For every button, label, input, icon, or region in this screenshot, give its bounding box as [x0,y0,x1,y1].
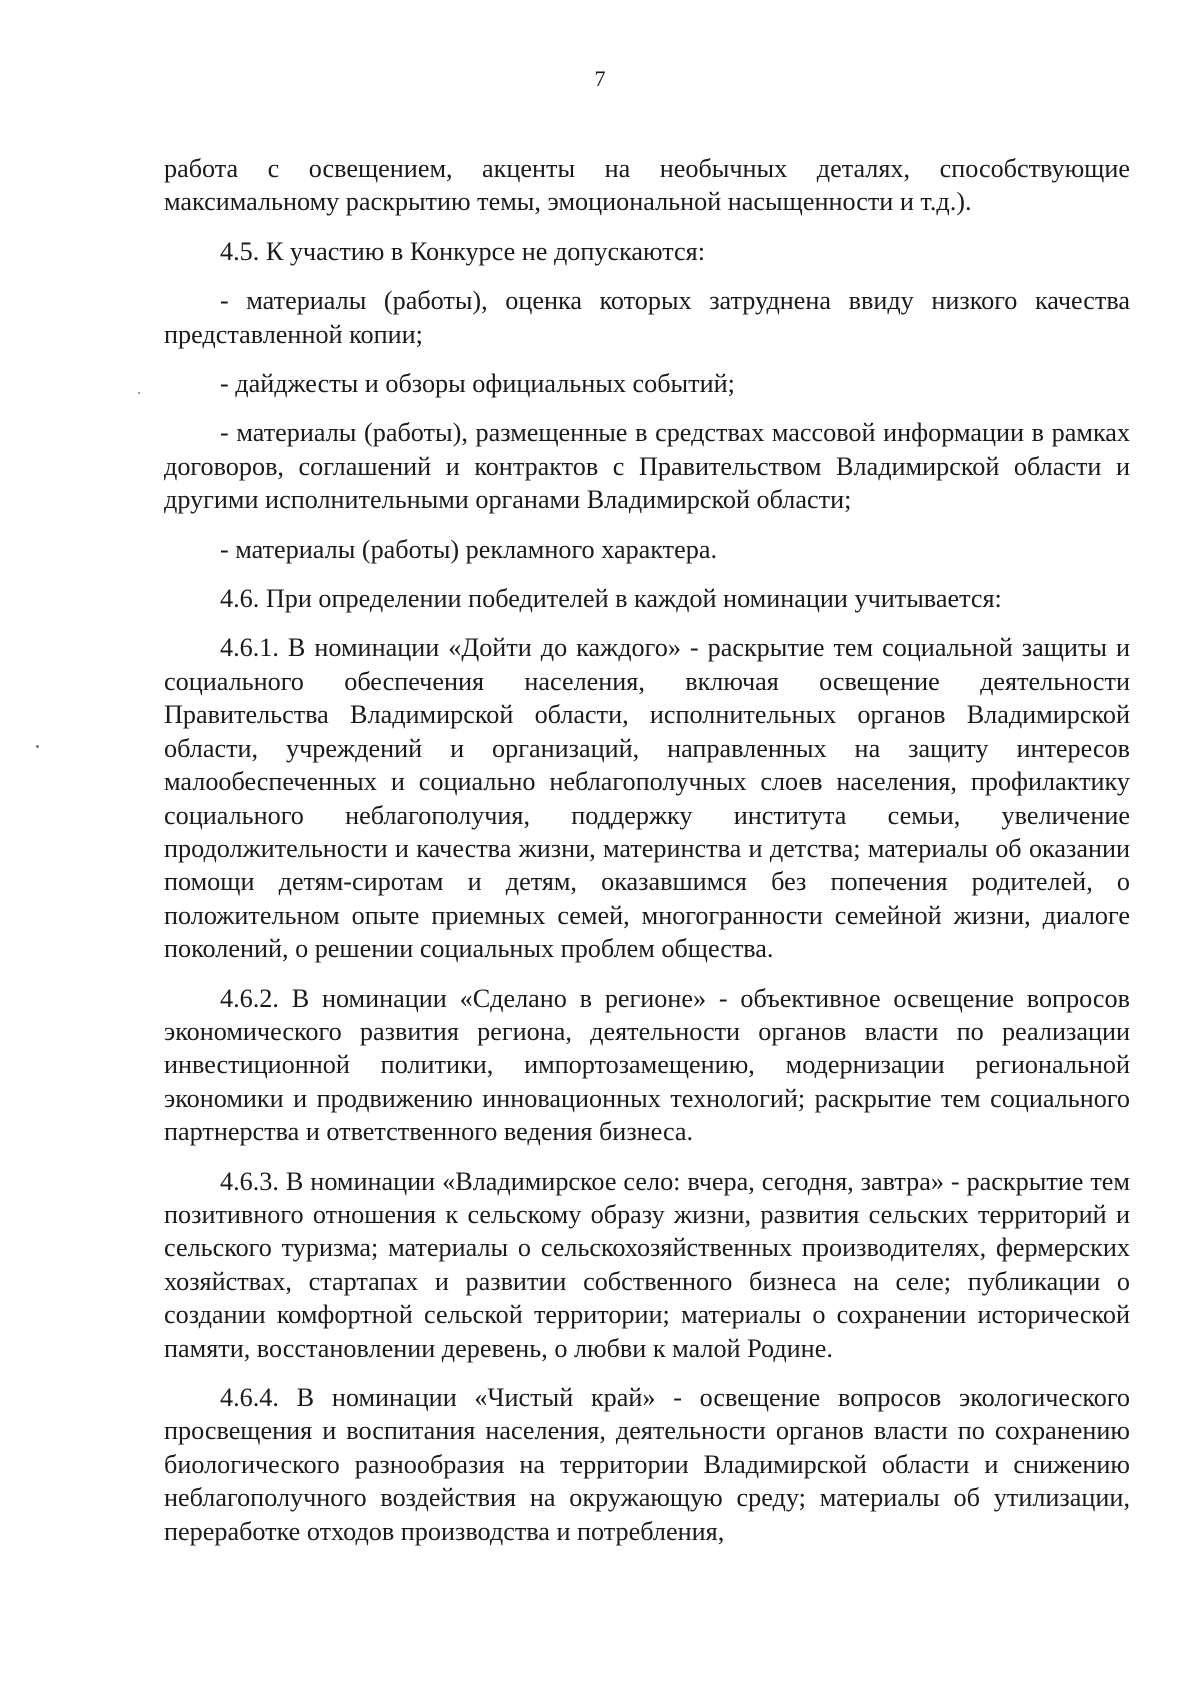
paragraph-4-5: 4.5. К участию в Конкурсе не допускаются: [220,236,705,266]
paragraph-4-6: 4.6. При определении победителей в каждой номинации учитывается: [220,584,1002,614]
scan-speck [138,392,140,394]
list-item-digests: - дайджесты и обзоры официальных событий; [220,369,735,399]
paragraph-4-6-2: 4.6.2. В номинации «Сделано в регионе» - объективное освещение вопросов экономического развития региона, деятельности органов власти по реализации инвестиционной политики, импортозамещению, модернизации региональной экономики и продвижению инновационных технологий; раскрытие тем социального партнерства и ответственного ведения бизнеса. [164,983,1130,1147]
list-item-advertising: - материалы (работы) рекламного характера. [220,534,717,564]
scan-speck [36,745,39,748]
paragraph-4-6-4: 4.6.4. В номинации «Чистый край» - освещение вопросов экологического просвещения и воспитания населения, деятельности органов власти по сохранению биологического разнообразия на территории Владимирской области и снижению неблагополучного воздействия на окружающую среду; материалы об утилизации, переработке отходов производства и потребления, [164,1383,1130,1546]
document-body [164,152,1130,1564]
paragraph-4-6-3: 4.6.3. В номинации «Владимирское село: вчера, сегодня, завтра» - раскрытие тем позитивного отношения к сельскому образу жизни, развития сельских территорий и сельского туризма; материалы о сельскохозяйственных производителях, фермерских хозяйствах, стартапах и развитии собственного бизнеса на селе; публикации о создании комфортной сельской территории; материалы о сохранении исторической памяти, восстановлении деревень, о любви к малой Родине. [164,1166,1130,1363]
paragraph-4-6-1: 4.6.1. В номинации «Дойти до каждого» - раскрытие тем социальной защиты и социального обеспечения населения, включая освещение деятельности Правительства Владимирской области, исполнительных органов Владимирской области, учреждений и организаций, направленных на защиту интересов малообеспеченных и социально неблагополучных слоев населения, профилактику социального неблагополучия, поддержку института семьи, увеличение продолжительности и качества жизни, материнства и детства; материалы об оказании помощи детям-сиротам и детям, оказавшимся без попечения родителей, о положительном опыте приемных семей, многогранности семейной жизни, диалоге поколений, о решении социальных проблем общества. [164,633,1130,964]
page-number: 7 [594,66,606,91]
list-item-contract-materials: - материалы (работы), размещенные в средствах массовой информации в рамках договоров, соглашений и контрактов с Правительством Владимирской области и другими исполнительными органами Владимирской области; [164,418,1130,515]
list-item-low-quality: - материалы (работы), оценка которых затруднена ввиду низкого качества представленной копии; [164,286,1130,349]
paragraph-continuation: работа с освещением, акценты на необычных деталях, способствующие максимальному раскрытию темы, эмоциональной насыщенности и т.д.). [164,154,1130,217]
